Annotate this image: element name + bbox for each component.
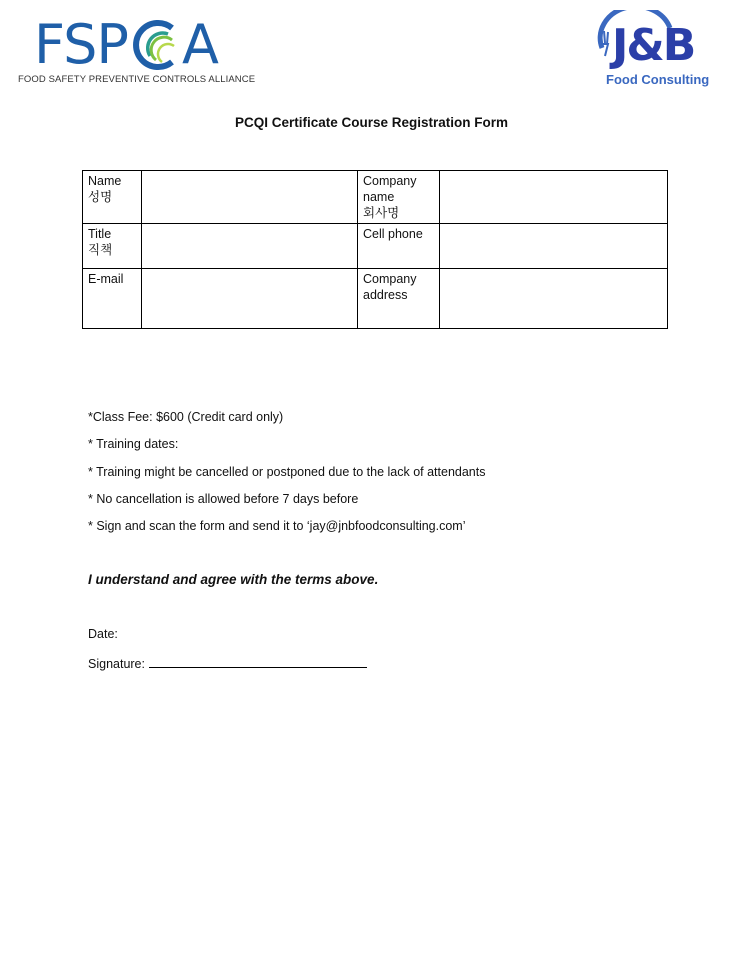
- company-name-label-cell: [358, 171, 440, 224]
- form-title: PCQI Certificate Course Registration Form: [234, 115, 509, 130]
- jb-wordmark: J&B: [612, 20, 695, 71]
- company-name-label-line1: Company: [363, 174, 417, 188]
- cell-phone-label: Cell phone: [363, 227, 423, 241]
- cell-phone-field[interactable]: [440, 224, 668, 269]
- fspca-letters-right: A: [181, 13, 218, 76]
- fspca-arc-icon: [128, 16, 182, 74]
- cell-phone-label-cell: [358, 224, 440, 269]
- signature-row: [88, 655, 367, 671]
- name-label-cell: [83, 171, 142, 224]
- terms-list: [88, 408, 486, 544]
- table-row-title: [83, 224, 668, 269]
- date-label: Date:: [88, 627, 118, 641]
- term-no-cancellation: * No cancellation is allowed before 7 days before: [88, 491, 359, 506]
- title-label-cell: [83, 224, 142, 269]
- jb-subtitle: Food Consulting: [606, 72, 710, 87]
- company-address-label-line1: Company: [363, 272, 417, 286]
- signature-line[interactable]: [149, 655, 367, 668]
- registration-table: [82, 170, 668, 329]
- table-row-name: [83, 171, 668, 224]
- term-sign-and-send: * Sign and scan the form and send it to ‘jay@jnbfoodconsulting.com’: [88, 519, 466, 534]
- term-cancellation-risk: * Training might be cancelled or postponed due to the lack of attendants: [88, 464, 486, 479]
- table-row-email: [83, 269, 668, 329]
- fspca-logo: [14, 12, 256, 92]
- name-label: Name: [88, 174, 122, 188]
- company-name-label-line2: name: [363, 190, 395, 204]
- term-training-dates: * Training dates:: [88, 437, 179, 452]
- company-address-label-cell: [358, 269, 440, 329]
- email-label-cell: [83, 269, 142, 329]
- name-label-kr: 성명: [88, 189, 113, 204]
- fspca-letters-left: FSP: [34, 13, 128, 76]
- title-label-kr: 직책: [88, 242, 113, 257]
- company-name-field[interactable]: [440, 171, 668, 224]
- fspca-tagline: FOOD SAFETY PREVENTIVE CONTROLS ALLIANCE: [18, 74, 256, 85]
- title-field[interactable]: [142, 224, 358, 269]
- signature-label: Signature:: [88, 657, 145, 671]
- agreement-statement: I understand and agree with the terms above.: [88, 572, 379, 587]
- title-label: Title: [88, 227, 112, 241]
- company-address-field[interactable]: [440, 269, 668, 329]
- email-label: E-mail: [88, 272, 124, 286]
- term-class-fee: *Class Fee: $600 (Credit card only): [88, 410, 284, 424]
- company-name-label-kr: 회사명: [363, 205, 400, 220]
- email-field[interactable]: [142, 269, 358, 329]
- jb-logo: [592, 10, 722, 90]
- company-address-label-line2: address: [363, 288, 408, 302]
- fspca-wordmark: [34, 13, 218, 76]
- name-field[interactable]: [142, 171, 358, 224]
